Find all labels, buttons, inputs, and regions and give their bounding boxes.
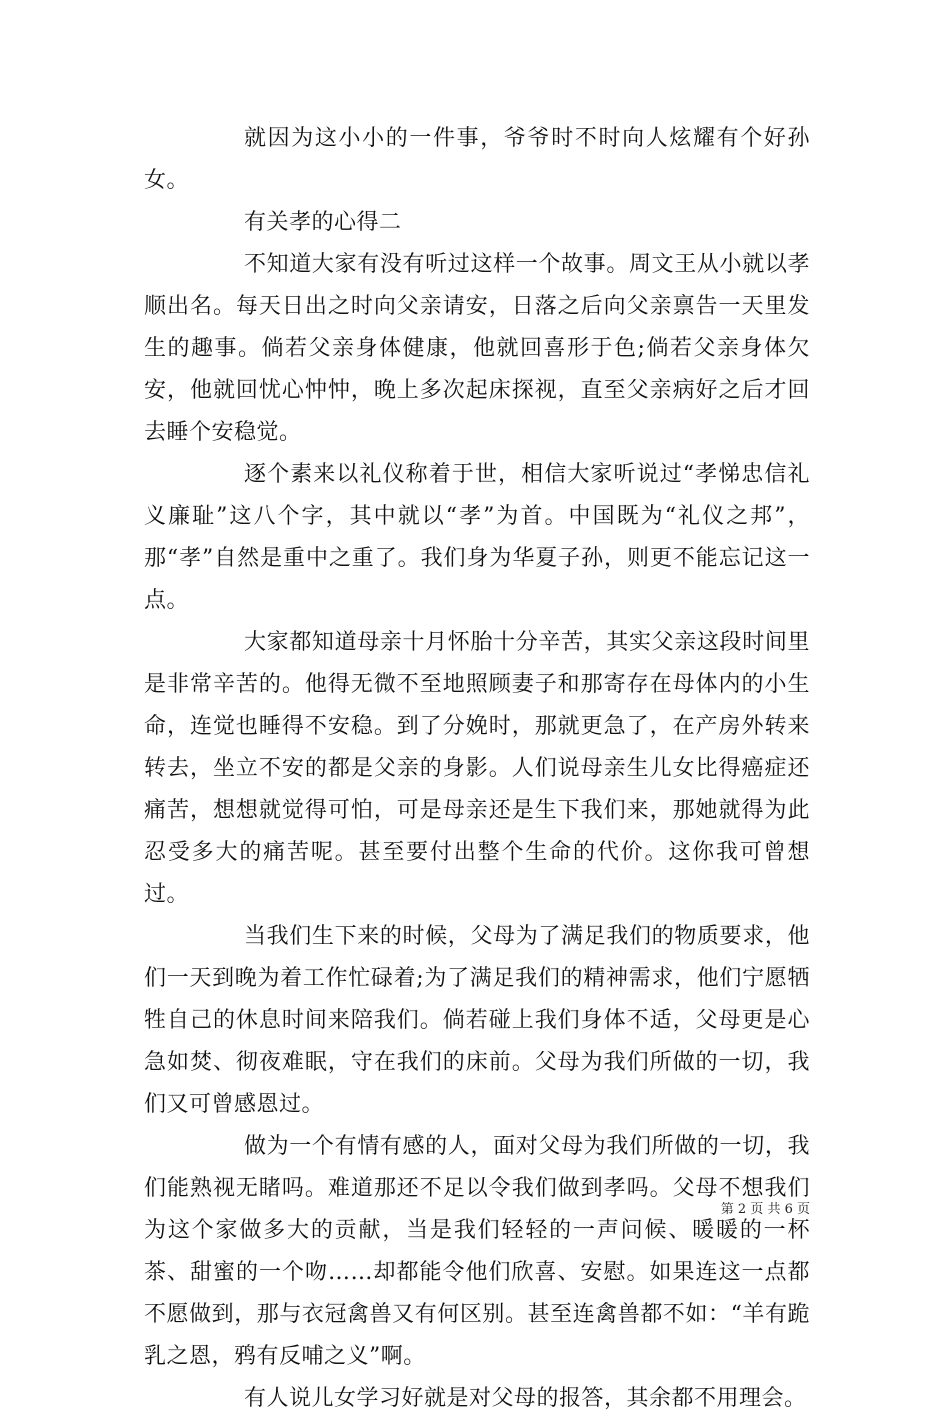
paragraph-4: 大家都知道母亲十月怀胎十分辛苦，其实父亲这段时间里是非常辛苦的。他得无微不至地照顾妻子和那寄存在母体内的小生命，连觉也睡得不安稳。到了分娩时，那就更急了，在产房外转来转去，坐立不安的都是父亲的身影。人们说母亲生儿女比得癌症还痛苦，想想就觉得可怕，可是母亲还是生下我们来，那她就得为此忍受多大的痛苦呢。甚至要付出整个生命的代价。这你我可曾想过。 — [144, 630, 810, 907]
paragraph-3: 逐个素来以礼仪称着于世，相信大家听说过“孝悌忠信礼义廉耻”这八个字，其中就以“孝”为首。中国既为“礼仪之邦”，那“孝”自然是重中之重了。我们身为华夏子孙，则更不能忘记这一点。 — [144, 462, 810, 613]
paragraph-2: 不知道大家有没有听过这样一个故事。周文王从小就以孝顺出名。每天日出之时向父亲请安，日落之后向父亲禀告一天里发生的趣事。倘若父亲身体健康，他就回喜形于色;倘若父亲身体欠安，他就回忧心忡忡，晚上多次起床探视，直至父亲病好之后才回去睡个安稳觉。 — [144, 252, 810, 445]
paragraph-6: 做为一个有情有感的人，面对父母为我们所做的一切，我们能熟视无睹吗。难道那还不足以令我们做到孝吗。父母不想我们为这个家做多大的贡献，当是我们轻轻的一声问候、暖暖的一杯茶、甜蜜的一个吻……却都能令他们欣喜、安慰。如果连这一点都不愿做到，那与衣冠禽兽又有何区别。甚至连禽兽都不如：“羊有跪乳之恩，鸦有反哺之义”啊。 — [144, 1134, 810, 1369]
page-number-footer: 第 2 页 共 6 页 — [720, 1202, 810, 1217]
paragraph-5: 当我们生下来的时候，父母为了满足我们的物质要求，他们一天到晚为着工作忙碌着;为了满足我们的精神需求，他们宁愿牺牲自己的休息时间来陪我们。倘若碰上我们身体不适，父母更是心急如焚、彻夜难眠，守在我们的床前。父母为我们所做的一切，我们又可曾感恩过。 — [144, 924, 810, 1117]
section-heading: 有关孝的心得二 — [244, 210, 402, 235]
paragraph-1: 就因为这小小的一件事，爷爷时不时向人炫耀有个好孙女。 — [144, 126, 810, 193]
paragraph-7: 有人说儿女学习好就是对父母的报答，其余都不用理会。 — [244, 1386, 807, 1411]
document-body — [144, 118, 810, 1420]
